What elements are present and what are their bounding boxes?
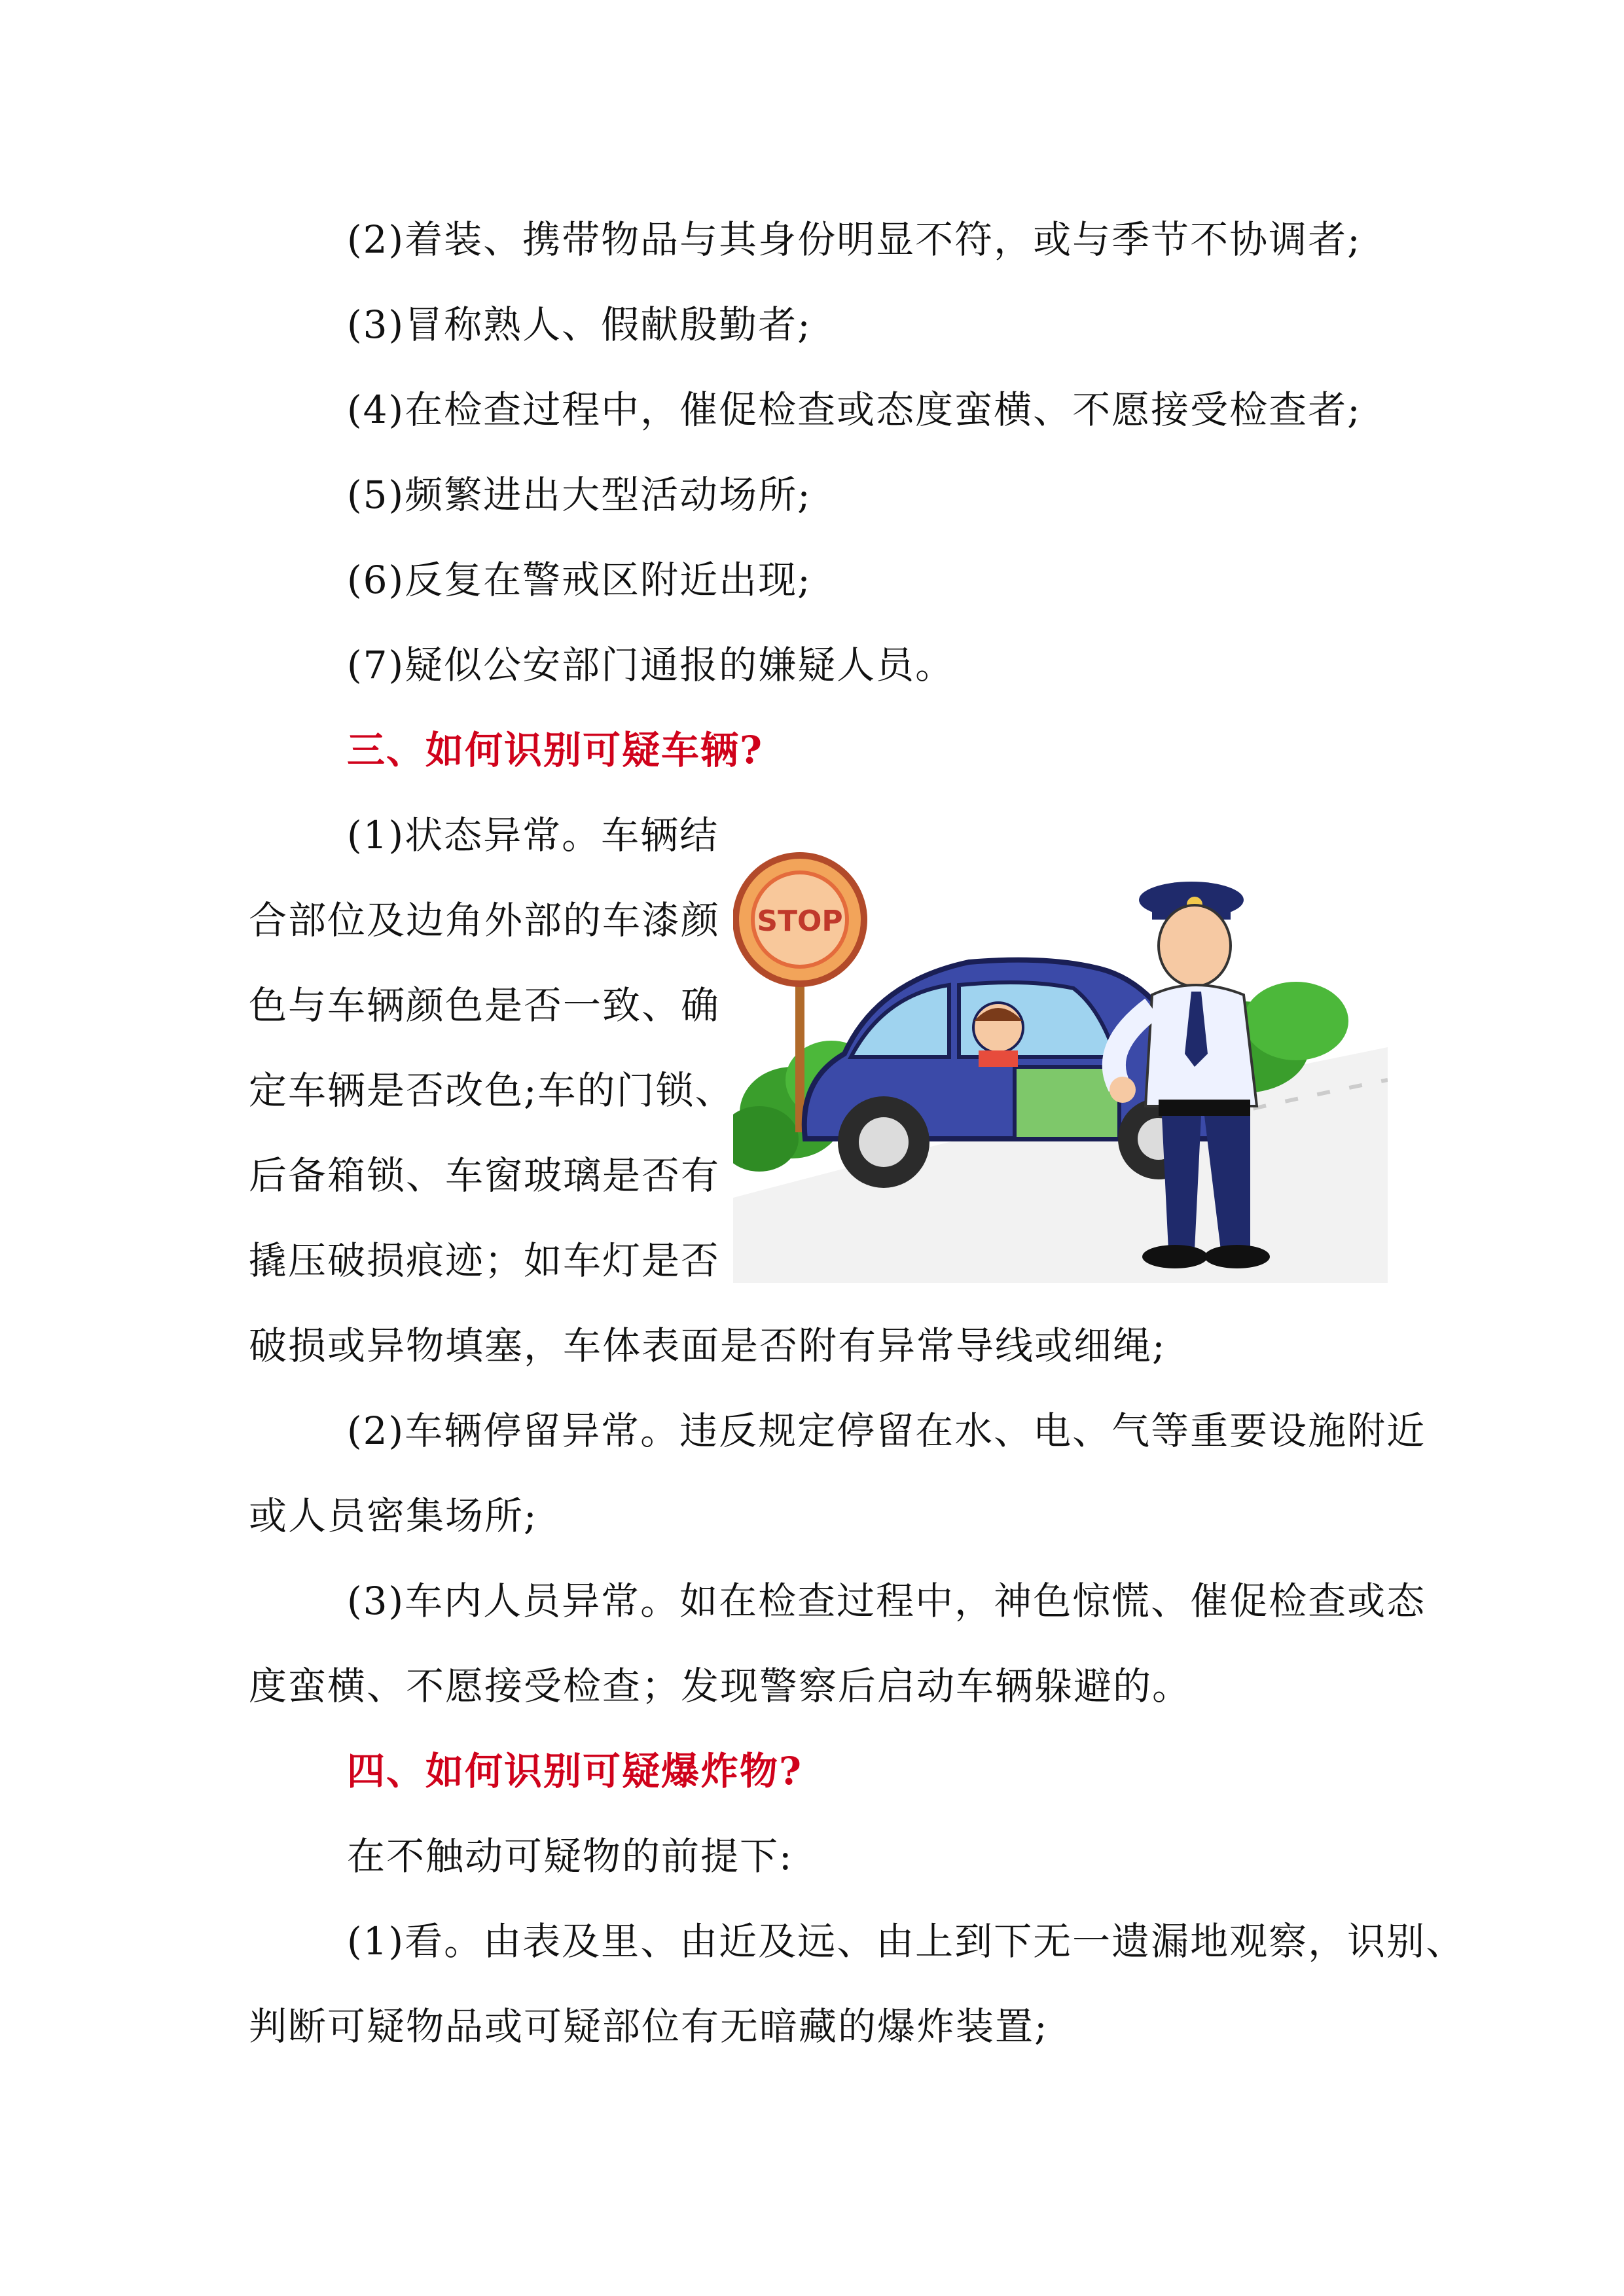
paragraph-line: 撬压破损痕迹；如车灯是否 — [249, 1238, 721, 1283]
paragraph-line: 后备箱锁、车窗玻璃是否有 — [249, 1153, 721, 1198]
list-item: (6)反复在警戒区附近出现; — [347, 558, 812, 602]
paragraph-line: (1)状态异常。车辆结 — [347, 813, 719, 857]
paragraph-line: 色与车辆颜色是否一致、确 — [249, 983, 721, 1028]
list-item: (5)频繁进出大型活动场所; — [347, 473, 812, 517]
list-item: (4)在检查过程中，催促检查或态度蛮横、不愿接受检查者; — [347, 387, 1362, 432]
paragraph-line: (2)车辆停留异常。违反规定停留在水、电、气等重要设施附近 — [347, 1408, 1426, 1453]
section-heading: 三、如何识别可疑车辆? — [347, 728, 763, 772]
paragraph-line: 定车辆是否改色;车的门锁、 — [249, 1068, 734, 1113]
section-heading: 四、如何识别可疑爆炸物? — [347, 1749, 803, 1793]
paragraph-line: 或人员密集场所; — [249, 1494, 538, 1538]
police-car-check-illustration — [733, 831, 1388, 1283]
paragraph-line: (3)车内人员异常。如在检查过程中，神色惊慌、催促检查或态 — [347, 1579, 1426, 1623]
list-item: (7)疑似公安部门通报的嫌疑人员。 — [347, 643, 955, 687]
list-item: (3)冒称熟人、假献殷勤者; — [347, 302, 812, 347]
paragraph-line: 判断可疑物品或可疑部位有无暗藏的爆炸装置; — [249, 2004, 1049, 2049]
paragraph-line: 在不触动可疑物的前提下: — [347, 1834, 793, 1878]
paragraph-line: (1)看。由表及里、由近及远、由上到下无一遗漏地观察，识别、 — [347, 1919, 1466, 1964]
stop-sign-label: STOP — [757, 905, 843, 938]
paragraph-line: 度蛮横、不愿接受检查；发现警察后启动车辆躲避的。 — [249, 1664, 1192, 1708]
list-item: (2)着装、携带物品与其身份明显不符，或与季节不协调者; — [347, 217, 1362, 262]
paragraph-line: 合部位及边角外部的车漆颜 — [249, 898, 721, 942]
paragraph-line: 破损或异物填塞，车体表面是否附有异常导线或细绳; — [249, 1323, 1166, 1368]
